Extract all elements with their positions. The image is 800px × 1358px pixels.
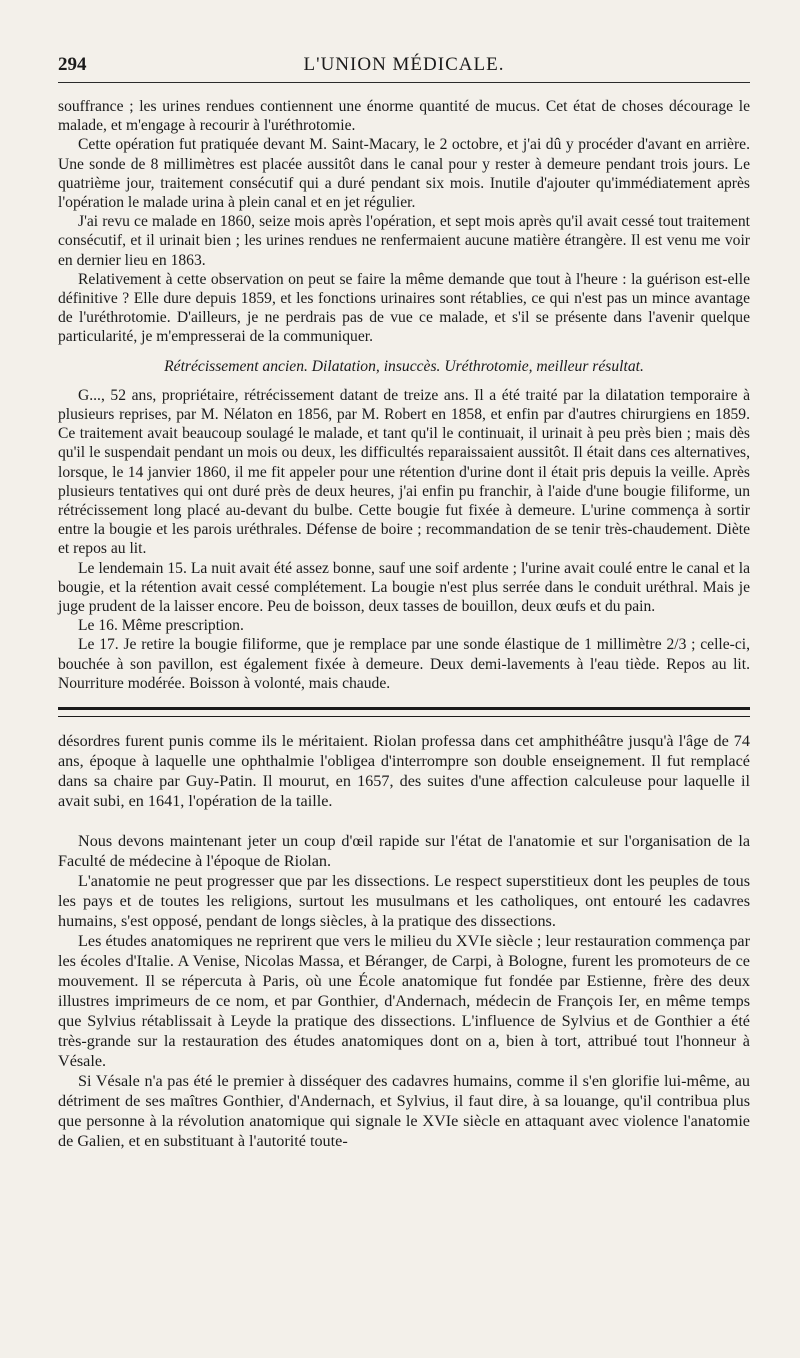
paragraph: Le lendemain 15. La nuit avait été assez bonne, sauf une soif ardente ; l'urine avait coulé entre le canal et la bougie, et la rétention avait cessé complétement. La bougie n'est plus serrée dans le conduit uréthral. Mais je juge prudent de la laisser encore. Peu de boisson, deux tasses de bouillon, deux œufs et du pain. bbox=[58, 559, 750, 616]
paragraph: Relativement à cette observation on peut se faire la même demande que tout à l'heure : la guérison est-elle définitive ? Elle dure depuis 1859, et les fonctions urinaires sont rétablies, ce qui n'est pas un mince avantage de l'uréthrotomie. D'ailleurs, je ne perdrais pas de vue ce malade, et s'il se présente dans l'avenir quelque particularité, je m'empresserai de la communiquer. bbox=[58, 270, 750, 346]
paragraph: G..., 52 ans, propriétaire, rétrécissement datant de treize ans. Il a été traité par la dilatation temporaire à plusieurs reprises, par M. Nélaton en 1856, par M. Robert en 1858, et enfin par d'autres chirurgiens en 1859. Ce traitement avait beaucoup soulagé le malade, et tant qu'il le continuait, il urinait à peu près bien ; mais dès qu'il le suspendait pendant un mois ou deux, les difficultés reparaissaient aussitôt. Il était dans ces alternatives, lorsque, le 14 janvier 1860, il me fit appeler pour une rétention d'urine dont il était pris depuis la veille. Après plusieurs tentatives qui ont duré près de deux heures, j'ai enfin pu franchir, à l'aide d'une bougie filiforme, un rétrécissement long placé au-devant du bulbe. Cette bougie fut fixée à demeure. L'urine commença à sortir entre la bougie et les parois uréthrales. Défense de boire ; recommandation de se tenir très-chaudement. Diète et repos au lit. bbox=[58, 386, 750, 558]
paragraph: souffrance ; les urines rendues contiennent une énorme quantité de mucus. Cet état de choses décourage le malade, et m'engage à recourir à l'uréthrotomie. bbox=[58, 98, 750, 135]
clinical-section bbox=[58, 97, 750, 693]
paragraph: L'anatomie ne peut progresser que par les dissections. Le respect superstitieux dont les peuples de tous les pays et de toutes les religions, surtout les musulmans et les catholiques, ont entouré les cadavres humains, s'est opposé, pendant de longs siècles, à la pratique des dissections. bbox=[58, 872, 750, 931]
journal-title: L'UNION MÉDICALE. bbox=[303, 54, 505, 75]
paragraph: Le 16. Même prescription. bbox=[78, 617, 244, 635]
page-header bbox=[58, 48, 750, 83]
observation-title: Rétrécissement ancien. Dilatation, insuccès. Uréthrotomie, meilleur résultat. bbox=[164, 357, 644, 375]
paragraph: Le 17. Je retire la bougie filiforme, que je remplace par une sonde élastique de 1 millimètre 2/3 ; celle-ci, bouchée à son pavillon, est également fixée à demeure. Deux demi-lavements à l'eau tiède. Repos au lit. Nourriture modérée. Boisson à volonté, mais chaude. bbox=[58, 636, 750, 692]
page-number: 294 bbox=[58, 54, 87, 75]
paragraph: Si Vésale n'a pas été le premier à disséquer des cadavres humains, comme il s'en glorifie lui-même, au détriment de ses maîtres Gonthier, d'Andernach, et Sylvius, il faut dire, à sa louange, qu'il contribua plus que personne à la révolution anatomique qui signale le XVIe siècle en attaquant avec violence l'anatomie de Galien, et en substituant à l'autorité toute- bbox=[58, 1072, 750, 1151]
paragraph: Les études anatomiques ne reprirent que vers le milieu du XVIe siècle ; leur restauration commença par les écoles d'Italie. A Venise, Nicolas Massa, et Béranger, de Carpi, à Bologne, furent les promoteurs de ce mouvement. Il se répercuta à Paris, où une École anatomique fut fondée par Estienne, frère des deux illustres imprimeurs de ce nom, et par Gonthier, d'Andernach, médecin de François Ier, en même temps que Sylvius rétablissait à Leyde la pratique des dissections. L'influence de Sylvius et de Gonthier a été très-grande sur la restauration des études anatomiques dont on a, bien à tort, attribué tout l'honneur à Vésale. bbox=[58, 932, 750, 1071]
paragraph: J'ai revu ce malade en 1860, seize mois après l'opération, et sept mois après qu'il avait cessé tout traitement consécutif, et il urinait bien ; les urines rendues ne renfermaient aucune matière étrangère. Il est venu me voir en dernier lieu en 1863. bbox=[58, 213, 750, 269]
paragraph: Cette opération fut pratiquée devant M. Saint-Macary, le 2 octobre, et j'ai dû y procéder d'avant en arrière. Une sonde de 8 millimètres est placée aussitôt dans le canal pour y rester à demeure pendant trois jours. Le quatrième jour, traitement consécutif qui a duré pendant six mois. Inutile d'ajouter qu'immédiatement après l'opération le malade urina à plein canal et en jet régulier. bbox=[58, 136, 750, 212]
paragraph: Nous devons maintenant jeter un coup d'œil rapide sur l'état de l'anatomie et sur l'organisation de la Faculté de médecine à l'époque de Riolan. bbox=[58, 832, 750, 871]
section-divider bbox=[58, 707, 750, 717]
history-section bbox=[58, 731, 750, 1151]
paragraph: désordres furent punis comme ils le méritaient. Riolan professa dans cet amphithéâtre jusqu'à l'âge de 74 ans, époque à laquelle une ophthalmie l'obligea d'interrompre son double enseignement. Il fut remplacé dans sa chaire par Guy-Patin. Il mourut, en 1657, des suites d'une affection calculeuse pour laquelle il avait subi, en 1641, l'opération de la taille. bbox=[58, 732, 750, 811]
